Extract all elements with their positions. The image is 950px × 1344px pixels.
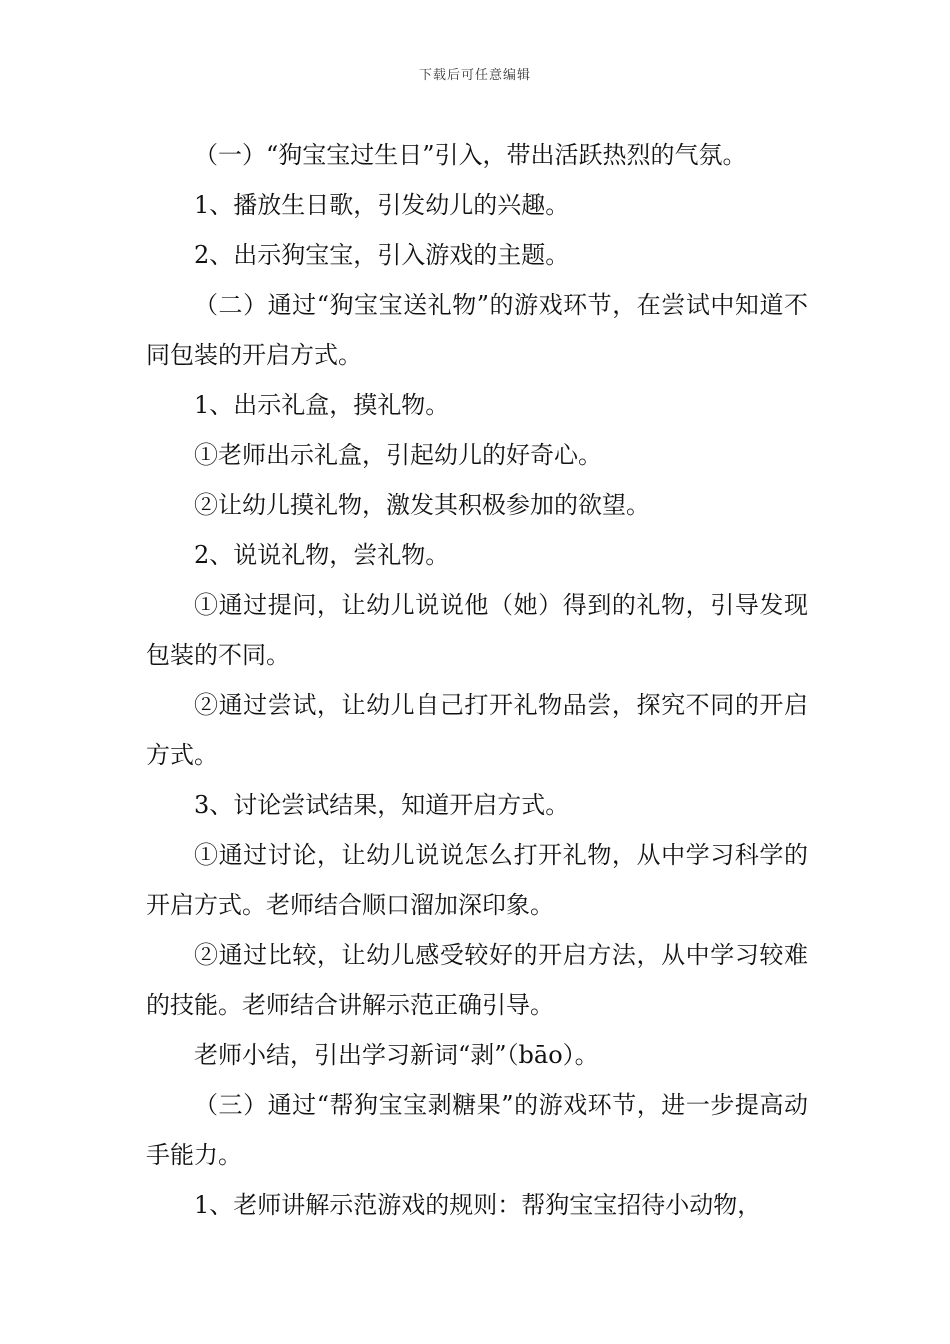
document-body <box>146 130 808 1230</box>
paragraph-item: 2、说说礼物，尝礼物。 <box>194 541 450 569</box>
paragraph-subitem: ①老师出示礼盒，引起幼儿的好奇心。 <box>194 441 602 469</box>
paragraph-item: 1、播放生日歌，引发幼儿的兴趣。 <box>194 191 570 219</box>
paragraph-subitem: ②通过比较，让幼儿感受较好的开启方法，从中学习较难的技能。老师结合讲解示范正确引导。 <box>146 941 808 1019</box>
paragraph-summary: 老师小结，引出学习新词“剥”（bāo）。 <box>194 1041 599 1069</box>
paragraph-item: 2、出示狗宝宝，引入游戏的主题。 <box>194 241 570 269</box>
paragraph-item: 1、老师讲解示范游戏的规则：帮狗宝宝招待小动物， <box>194 1191 762 1219</box>
paragraph-section-1-title: （一）“狗宝宝过生日”引入，带出活跃热烈的气氛。 <box>194 141 747 169</box>
page-header: 下载后可任意编辑 <box>418 68 531 83</box>
paragraph-item: 1、出示礼盒，摸礼物。 <box>194 391 450 419</box>
paragraph-subitem: ②让幼儿摸礼物，激发其积极参加的欲望。 <box>194 491 650 519</box>
paragraph-section-2-title: （二）通过“狗宝宝送礼物”的游戏环节，在尝试中知道不同包装的开启方式。 <box>146 291 808 369</box>
paragraph-subitem: ①通过提问，让幼儿说说他（她）得到的礼物，引导发现包装的不同。 <box>146 591 808 669</box>
paragraph-subitem: ②通过尝试，让幼儿自己打开礼物品尝，探究不同的开启方式。 <box>146 691 808 769</box>
paragraph-section-3-title: （三）通过“帮狗宝宝剥糖果”的游戏环节，进一步提高动手能力。 <box>146 1091 808 1169</box>
paragraph-subitem: ①通过讨论，让幼儿说说怎么打开礼物，从中学习科学的开启方式。老师结合顺口溜加深印象。 <box>146 841 808 919</box>
paragraph-item: 3、讨论尝试结果，知道开启方式。 <box>194 791 570 819</box>
